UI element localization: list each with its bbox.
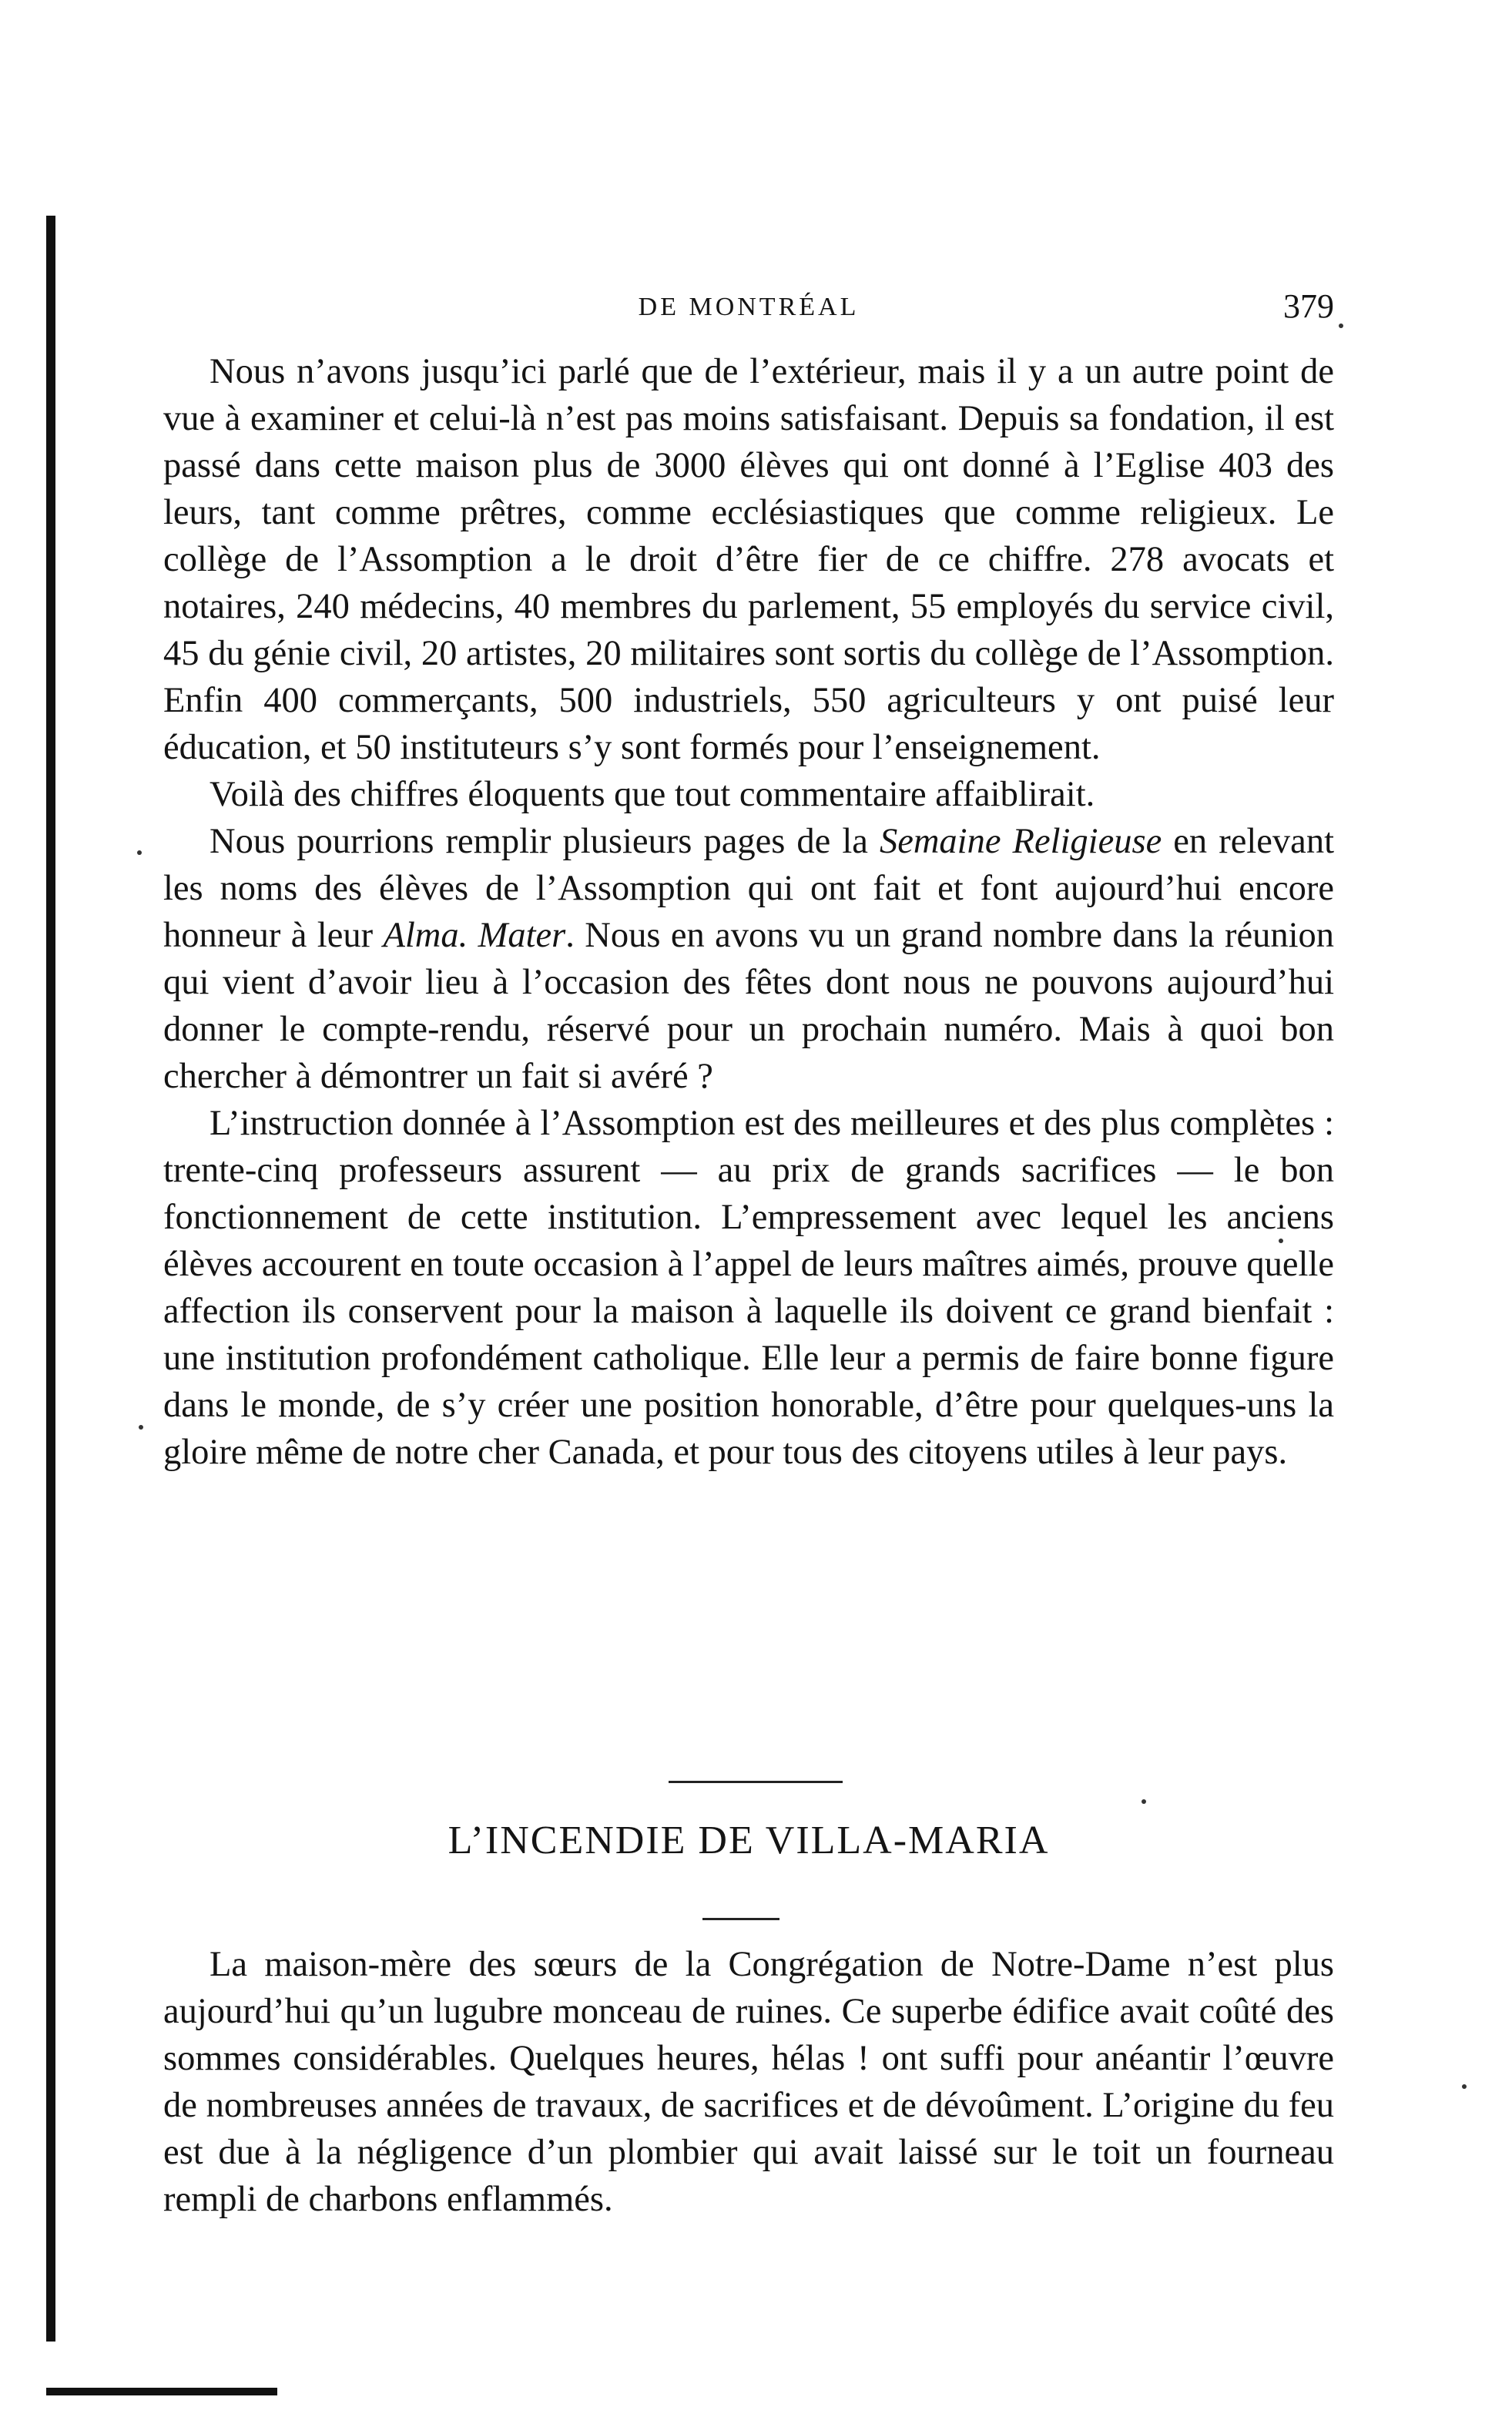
page-number: 379 [1283,287,1334,325]
text-run: Voilà des chiffres éloquents que tout commentaire affaiblirait. [210,775,1095,814]
italic-title: Semaine Religieuse [879,822,1162,861]
running-head [163,287,1334,333]
text-run: L’instruction donnée à l’Assomption est des meilleures et des plus complètes : trente-cinq professeurs assurent — au prix de grands sacrifices — le bon fonctionnement de cette institution. L’empressement avec lequel les anciens élèves accourent en toute occasion à l’appel de leurs maîtres aimés, prouve quelle affection ils conservent pour la maison à laquelle ils doivent ce grand bienfait : une institution profondément catholique. Elle leur a permis de faire bonne figure dans le monde, de s’y créer une position honorable, d’être pour quelques-uns la gloire même de notre cher Canada, et pour tous des citoyens utiles à leur pays. [163,1104,1334,1472]
text-run: . Nous en avons vu un grand nombre dans la réunion qui vient d’avoir lieu à l’occasion des fêtes dont nous ne pouvons aujourd’hui donner le compte-rendu, réservé pour un prochain numéro. Mais à quoi bon chercher à démontrer un fait si avéré ? [163,916,1334,1096]
scan-speck [1339,323,1343,328]
scan-edge-bar [46,216,55,2342]
text-run: La maison-mère des sœurs de la Congrégation de Notre-Dame n’est plus aujourd’hui qu’un lugubre monceau de ruines. Ce superbe édifice avait coûté des sommes considérables. Quelques heures, hélas ! ont suffi pour anéantir l’œuvre de nombreuses années de travaux, de sacrifices et de dévoûment. L’origine du feu est due à la négligence d’un plombier qui avait laissé sur le toit un fourneau rempli de charbons enflammés. [163,1945,1334,2219]
paragraph [163,1100,1334,1476]
paragraph [163,1941,1334,2223]
paragraph [163,348,1334,771]
running-title: DE MONTRÉAL [638,293,860,321]
scan-speck [1142,1799,1146,1804]
section-heading: L’INCENDIE DE VILLA-MARIA [448,1819,1050,1862]
article-assomption [163,348,1334,1476]
section-divider [669,1781,843,1783]
text-run: Nous n’avons jusqu’ici parlé que de l’extérieur, mais il y a un autre point de vue à examiner et celui-là n’est pas moins satisfaisant. Depuis sa fondation, il est passé dans cette maison plus de 3000 élèves qui ont donné à l’Eglise 403 des leurs, tant comme prêtres, comme ecclésiastiques que comme religieux. Le collège de l’Assomption a le droit d’être fier de ce chiffre. 278 avocats et notaires, 240 médecins, 40 membres du parlement, 55 employés du service civil, 45 du génie civil, 20 artistes, 20 militaires sont sortis du collège de l’Assomption. Enfin 400 commerçants, 500 industriels, 550 agriculteurs y ont puisé leur éducation, et 50 instituteurs s’y sont formés pour l’enseignement. [163,352,1334,767]
scan-speck [137,850,142,855]
scan-speck [139,1425,143,1430]
article-incendie [163,1941,1334,2223]
scan-edge-mark [46,2388,277,2395]
paragraph [163,771,1334,818]
scan-speck [1279,1239,1283,1243]
italic-phrase: Alma. Mater [383,916,566,955]
text-run: en relevant les noms des élèves de l’Assomption qui ont fait et font aujourd’hui encore honneur à leur [163,822,1334,955]
heading-underline [702,1918,779,1920]
paragraph [163,818,1334,1100]
text-run: Nous pourrions remplir plusieurs pages de la [210,822,880,861]
scan-speck [1462,2084,1467,2089]
